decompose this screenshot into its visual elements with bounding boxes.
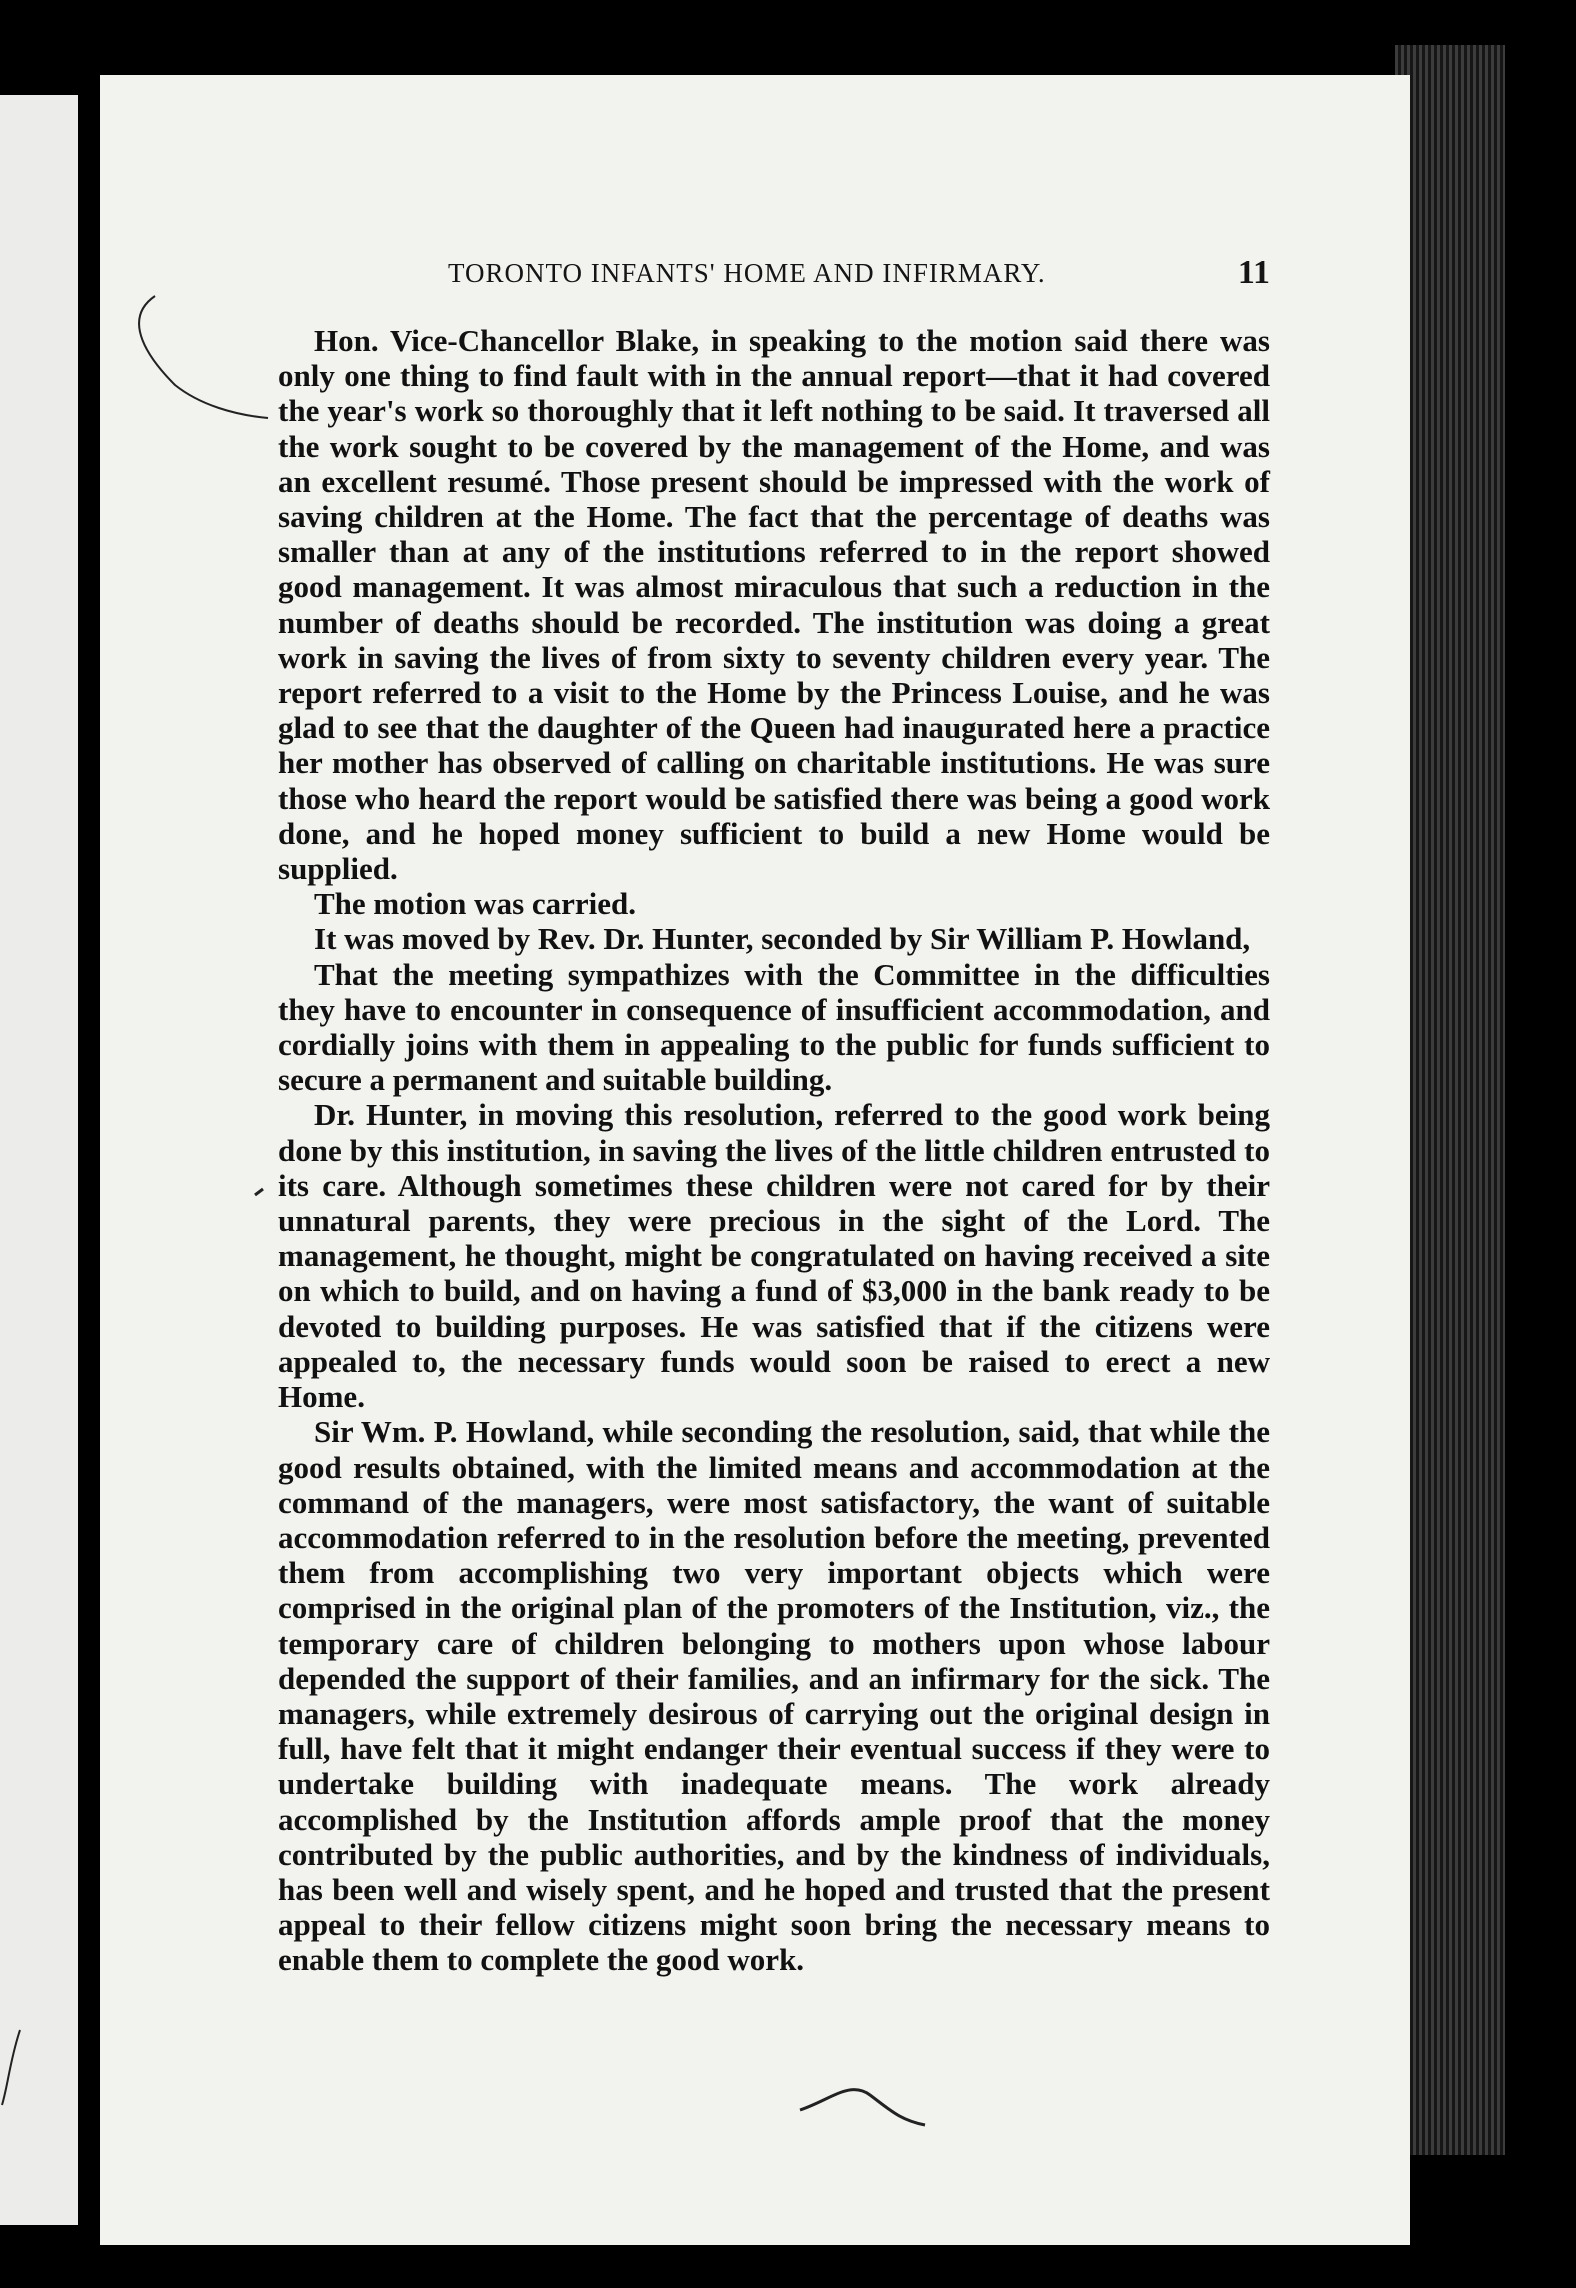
paragraph-blake-speech: Hon. Vice-Chancellor Blake, in speaking to the motion said there was only one thing to find fault with in the annual report—that it had covered the year's work so thoroughly that it left nothing to be said. It traversed all the work sought to be covered by the management of the Home, and was an excellent resumé. Those present should be impressed with the work of saving children at the Home. The fact that the percentage of deaths was smaller than at any of the institutions referred to in the report showed good management. It was almost miraculous that such a reduction in the number of deaths should be recorded. The institution was doing a great work in saving the lives of from sixty to seventy children every year. The report referred to a visit to the Home by the Princess Louise, and he was glad to see that the daughter of the Queen had inaugurated here a practice her mother has observed of calling on charitable institutions. He was sure those who heard the report would be satisfied there was being a good work done, and he hoped money sufficient to build a new Home would be supplied. bbox=[278, 323, 1270, 887]
page-number: 11 bbox=[1237, 254, 1270, 291]
body-text bbox=[278, 323, 1270, 1978]
paragraph-motion-carried: The motion was carried. bbox=[314, 886, 637, 922]
book-page-edges bbox=[1395, 45, 1505, 2155]
paragraph-resolution: That the meeting sympathizes with the Committee in the difficulties they have to encounter in consequence of insufficient accommodation, and cordially joins with them in appealing to the public for funds sufficient to secure a permanent and suitable building. bbox=[278, 956, 1270, 1098]
running-title: TORONTO INFANTS' HOME AND INFIRMARY. bbox=[448, 258, 1046, 288]
facing-page-edge bbox=[0, 95, 78, 2225]
paragraph-moved-by: It was moved by Rev. Dr. Hunter, seconded by Sir William P. Howland, bbox=[314, 921, 1251, 957]
paragraph-howland-speech: Sir Wm. P. Howland, while seconding the resolution, said, that while the good results obtained, with the limited means and accommodation at the command of the managers, were most satisfactory, the want of suitable accommodation referred to in the resolution before the meeting, prevented them from accomplishing two very important objects which were comprised in the original plan of the promoters of the Institution, viz., the temporary care of children belonging to mothers upon whose labour depended the support of their families, and an infirmary for the sick. The managers, while extremely desirous of carrying out the original design in full, have felt that it might endanger their eventual success if they were to undertake building with inadequate means. The work already accomplished by the Institution affords ample proof that the money contributed by the public authorities, and by the kindness of individuals, has been well and wisely spent, and he hoped and trusted that the present appeal to their fellow citizens might soon bring the necessary means to enable them to complete the good work. bbox=[278, 1414, 1270, 1978]
running-header bbox=[348, 254, 1270, 298]
paragraph-hunter-speech: Dr. Hunter, in moving this resolution, referred to the good work being done by this institution, in saving the lives of the little children entrusted to its care. Although sometimes these children were not cared for by their unnatural parents, they were precious in the sight of the Lord. The management, he thought, might be congratulated on having received a site on which to build, and on having a fund of $3,000 in the bank ready to be devoted to building purposes. He was satisfied that if the citizens were appealed to, the necessary funds would soon be raised to erect a new Home. bbox=[278, 1097, 1270, 1415]
